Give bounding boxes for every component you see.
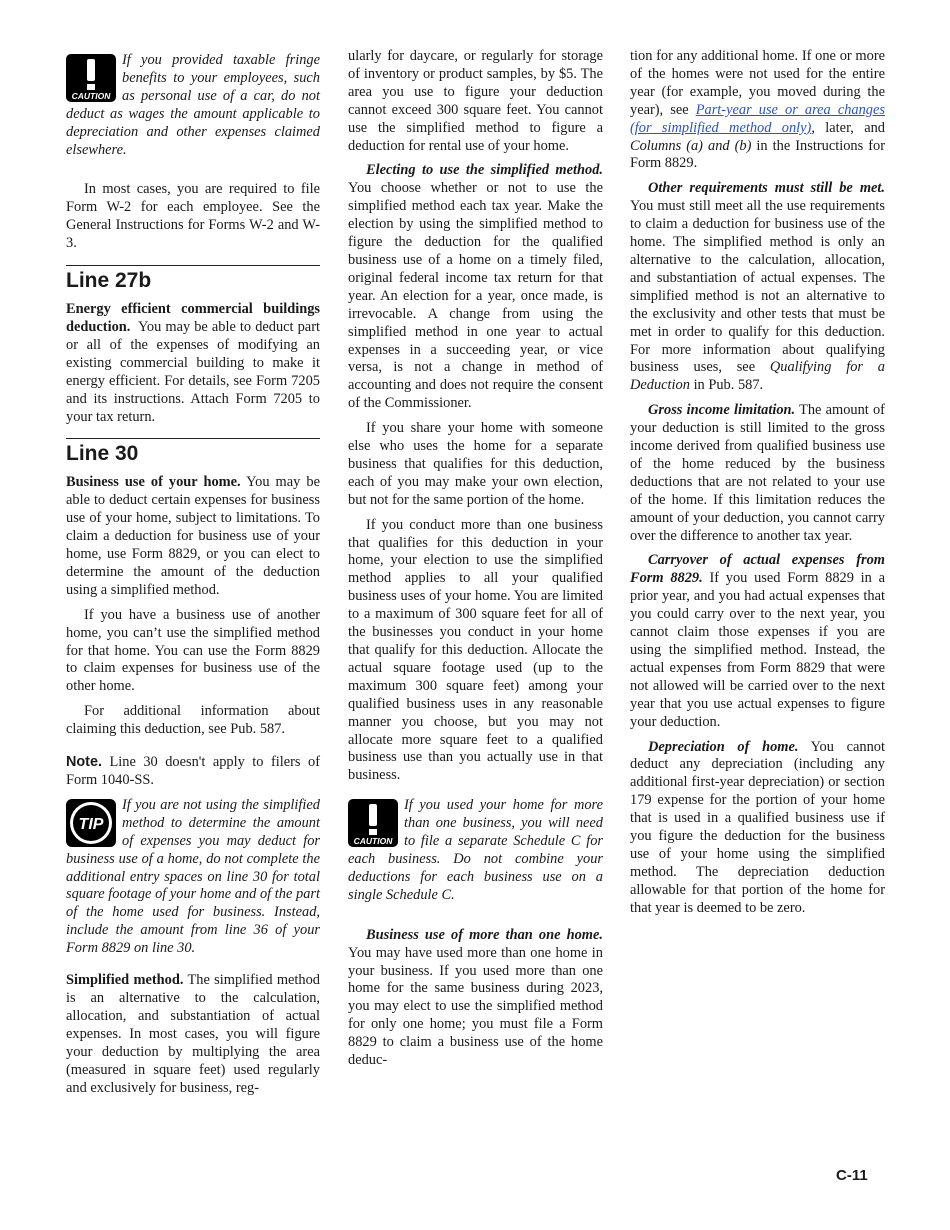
page-number: C-11	[836, 1167, 868, 1184]
simplified-text: The simplified method is an alternative to the calculation, allocation, and substantiation of actual expenses. In most cases, you will figure your deduction by multiplying the area (measured in square feet) used regularly and exclusively for business, reg-	[66, 972, 321, 1096]
caution-callout-2	[348, 797, 603, 904]
column-1	[66, 48, 320, 1104]
paragraph-simplified-method	[66, 972, 320, 1097]
part-year-use-link[interactable]: Part-year use or area changes (for simplified method only)	[630, 101, 885, 136]
paragraph-share-home: If you share your home with someone else who uses the home for a separate business that qualifies for this deduction, each of you may make your own election, but not for the same portion of the home.	[348, 420, 603, 508]
line30-title: Business use of your home.	[66, 474, 241, 491]
paragraph-electing	[348, 162, 603, 413]
paragraph-business-use-more-than-one-home	[348, 927, 603, 1070]
line27b-title: Energy efficient commercial buildings deduction.	[66, 301, 320, 335]
line30-text: You may be able to deduct certain expenses for business use of your home, subject to limitations. To claim a deduction for business use of your home, use Form 8829, or you can elect to determine the amount of the deduction using a simplified method.	[66, 474, 320, 598]
note-label: Note.	[66, 754, 102, 771]
bus-use-text: You may have used more than one home in your business. If you used more than one home for the same business during 2023, you may elect to use the simplified method for only one home; you must file a Form 8829 to claim a business use of the home deduc-	[348, 944, 603, 1069]
line27b-text: You may be able to deduct part or all of the expenses of modifying an existing commercial building to make it energy efficient. For details, see Form 7205 and its instructions. Attach Form 7205 to your tax return.	[66, 318, 320, 425]
paragraph-depreciation: Depreciation of home. You cannot deduct any depreciation (including any additional first-year depreciation) or section 179 expense for the portion of your home that is used in a qualified business use if you figure the deduction for the business use of your home using the simplified method. The depreciation deduction allowable for that portion of the home for that year is deemed to be zero.	[630, 738, 885, 916]
caution-callout	[66, 52, 320, 159]
dep-title: Depreciation of home.	[648, 738, 799, 755]
column-2	[348, 48, 603, 1077]
caution-text: If you used your home for more than one business, you will need to file a separate Schedule C for each business. Do not combine your deductions for each business use on a single Schedule C.	[348, 797, 603, 903]
paragraph-another-home: If you have a business use of another home, you can’t use the simplified method for that home. You can use the Form 8829 to claim expenses for business use of the other home.	[66, 606, 320, 695]
paragraph-more-than-one-business: If you conduct more than one business that qualifies for this deduction in your home, your election to use the simplified method applies to all your qualified business uses of your home. You are limited to a maximum of 300 square feet for all of the businesses you conduct in your home that qualify for this deduction. Allocate the actual square footage used (up to the maximum 300 square feet) among your qualified business uses in any reasonable manner you choose, but you may not allocate more square feet to a qualified business use than you actually use in that business.	[348, 516, 603, 784]
paragraph-continued-3: tion for any additional home. If one or more of the homes were not used for the entire year (for example, you moved during the year), see Part-year use or area changes (for simplified method only), later, and Columns (a) and (b) in the Instructions for Form 8829.	[630, 48, 886, 172]
caution-icon	[348, 799, 398, 847]
gross-title: Gross income limitation.	[648, 402, 796, 419]
paragraph-line-27b	[66, 301, 320, 426]
paragraph-w2: In most cases, you are required to file Form W-2 for each employee. See the General Instructions for Forms W-2 and W-3.	[66, 181, 320, 252]
tip-icon	[66, 799, 116, 847]
caution-label: CAUTION	[71, 91, 111, 101]
electing-title: Electing to use the simplified method.	[366, 162, 603, 179]
paragraph-gross-income: Gross income limitation. The amount of your deduction is still limited to the gross income derived from qualified business use of the home reduced by the business deductions that are not related to your use of the home. If this limitation reduces the amount of your deduction, you cannot carry over the difference to another tax year.	[630, 402, 885, 544]
bus-use-title: Business use of more than one home.	[366, 926, 603, 943]
note-paragraph	[66, 754, 320, 790]
caution-icon	[66, 54, 116, 102]
paragraph-continued: ularly for daycare, or regularly for storage of inventory or product samples, by $5. The area you use to figure your deduction cannot exceed 300 square feet. You cannot use the simplified method to figure a deduction for rental use of your home.	[348, 48, 603, 154]
simplified-title: Simplified method.	[66, 972, 184, 989]
tip-text: If you are not using the simplified method to determine the amount of expenses you may deduct for business use of a home, do not complete the additional entry spaces on line 30 for total square footage of your home and of the part of the home used for business. Instead, include the amount from line 36 of your Form 8829 on line 30.	[66, 796, 320, 957]
carry-title: Carryover of actual expenses from Form 8829.	[630, 552, 885, 587]
note-text: Line 30 doesn't apply to filers of Form 1040-SS.	[66, 754, 320, 788]
paragraph-other-requirements: Other requirements must still be met. You must still meet all the use requirements to claim a deduction for business use of the home. The simplified method is only an alternative to the calculation, allocation, and substantiation of actual expenses. The simplified method is not an alternative to the exclusivity and other tests that must be met in order to qualify for this deduction. For more information about qualifying business uses, see Qualifying for a Deduction in Pub. 587.	[630, 180, 885, 394]
caution-text: If you provided taxable fringe benefits to your employees, such as personal use of a car, do not deduct as wages the amount applicable to depreciation and other expenses claimed elsewhere.	[66, 52, 320, 158]
tip-label: TIP	[78, 815, 104, 833]
paragraph-carryover: Carryover of actual expenses from Form 8829. If you used Form 8829 in a prior year, and you had actual expenses that you could carry over to the next year, you cannot claim those expenses if you are using the simplified method. Instead, the actual expenses from Form 8829 that were not allowed will be carried over to the next year that you use actual expenses to figure your deduction.	[630, 552, 885, 730]
caution-label: CAUTION	[353, 836, 393, 847]
heading-line-27b: Line 27b	[66, 265, 320, 293]
tip-callout	[66, 797, 320, 958]
paragraph-additional-info: For additional information about claiming this deduction, see Pub. 587.	[66, 703, 320, 738]
electing-text: You choose whether or not to use the simplified method each tax year. Make the election by using the simplified method to figure the deduction for the qualified business use of a home on a timely filed, original federal income tax return for that year. An election for a year, once made, is irrevocable. A change from using the simplified method in one year to actual expenses in a succeeding year, or vice versa, is not a change in method of accounting and does not require the consent of the Commissioner.	[348, 180, 603, 412]
paragraph-line-30	[66, 474, 320, 599]
heading-line-30: Line 30	[66, 438, 320, 466]
column-3	[630, 48, 885, 925]
other-title: Other requirements must still be met.	[648, 180, 885, 197]
